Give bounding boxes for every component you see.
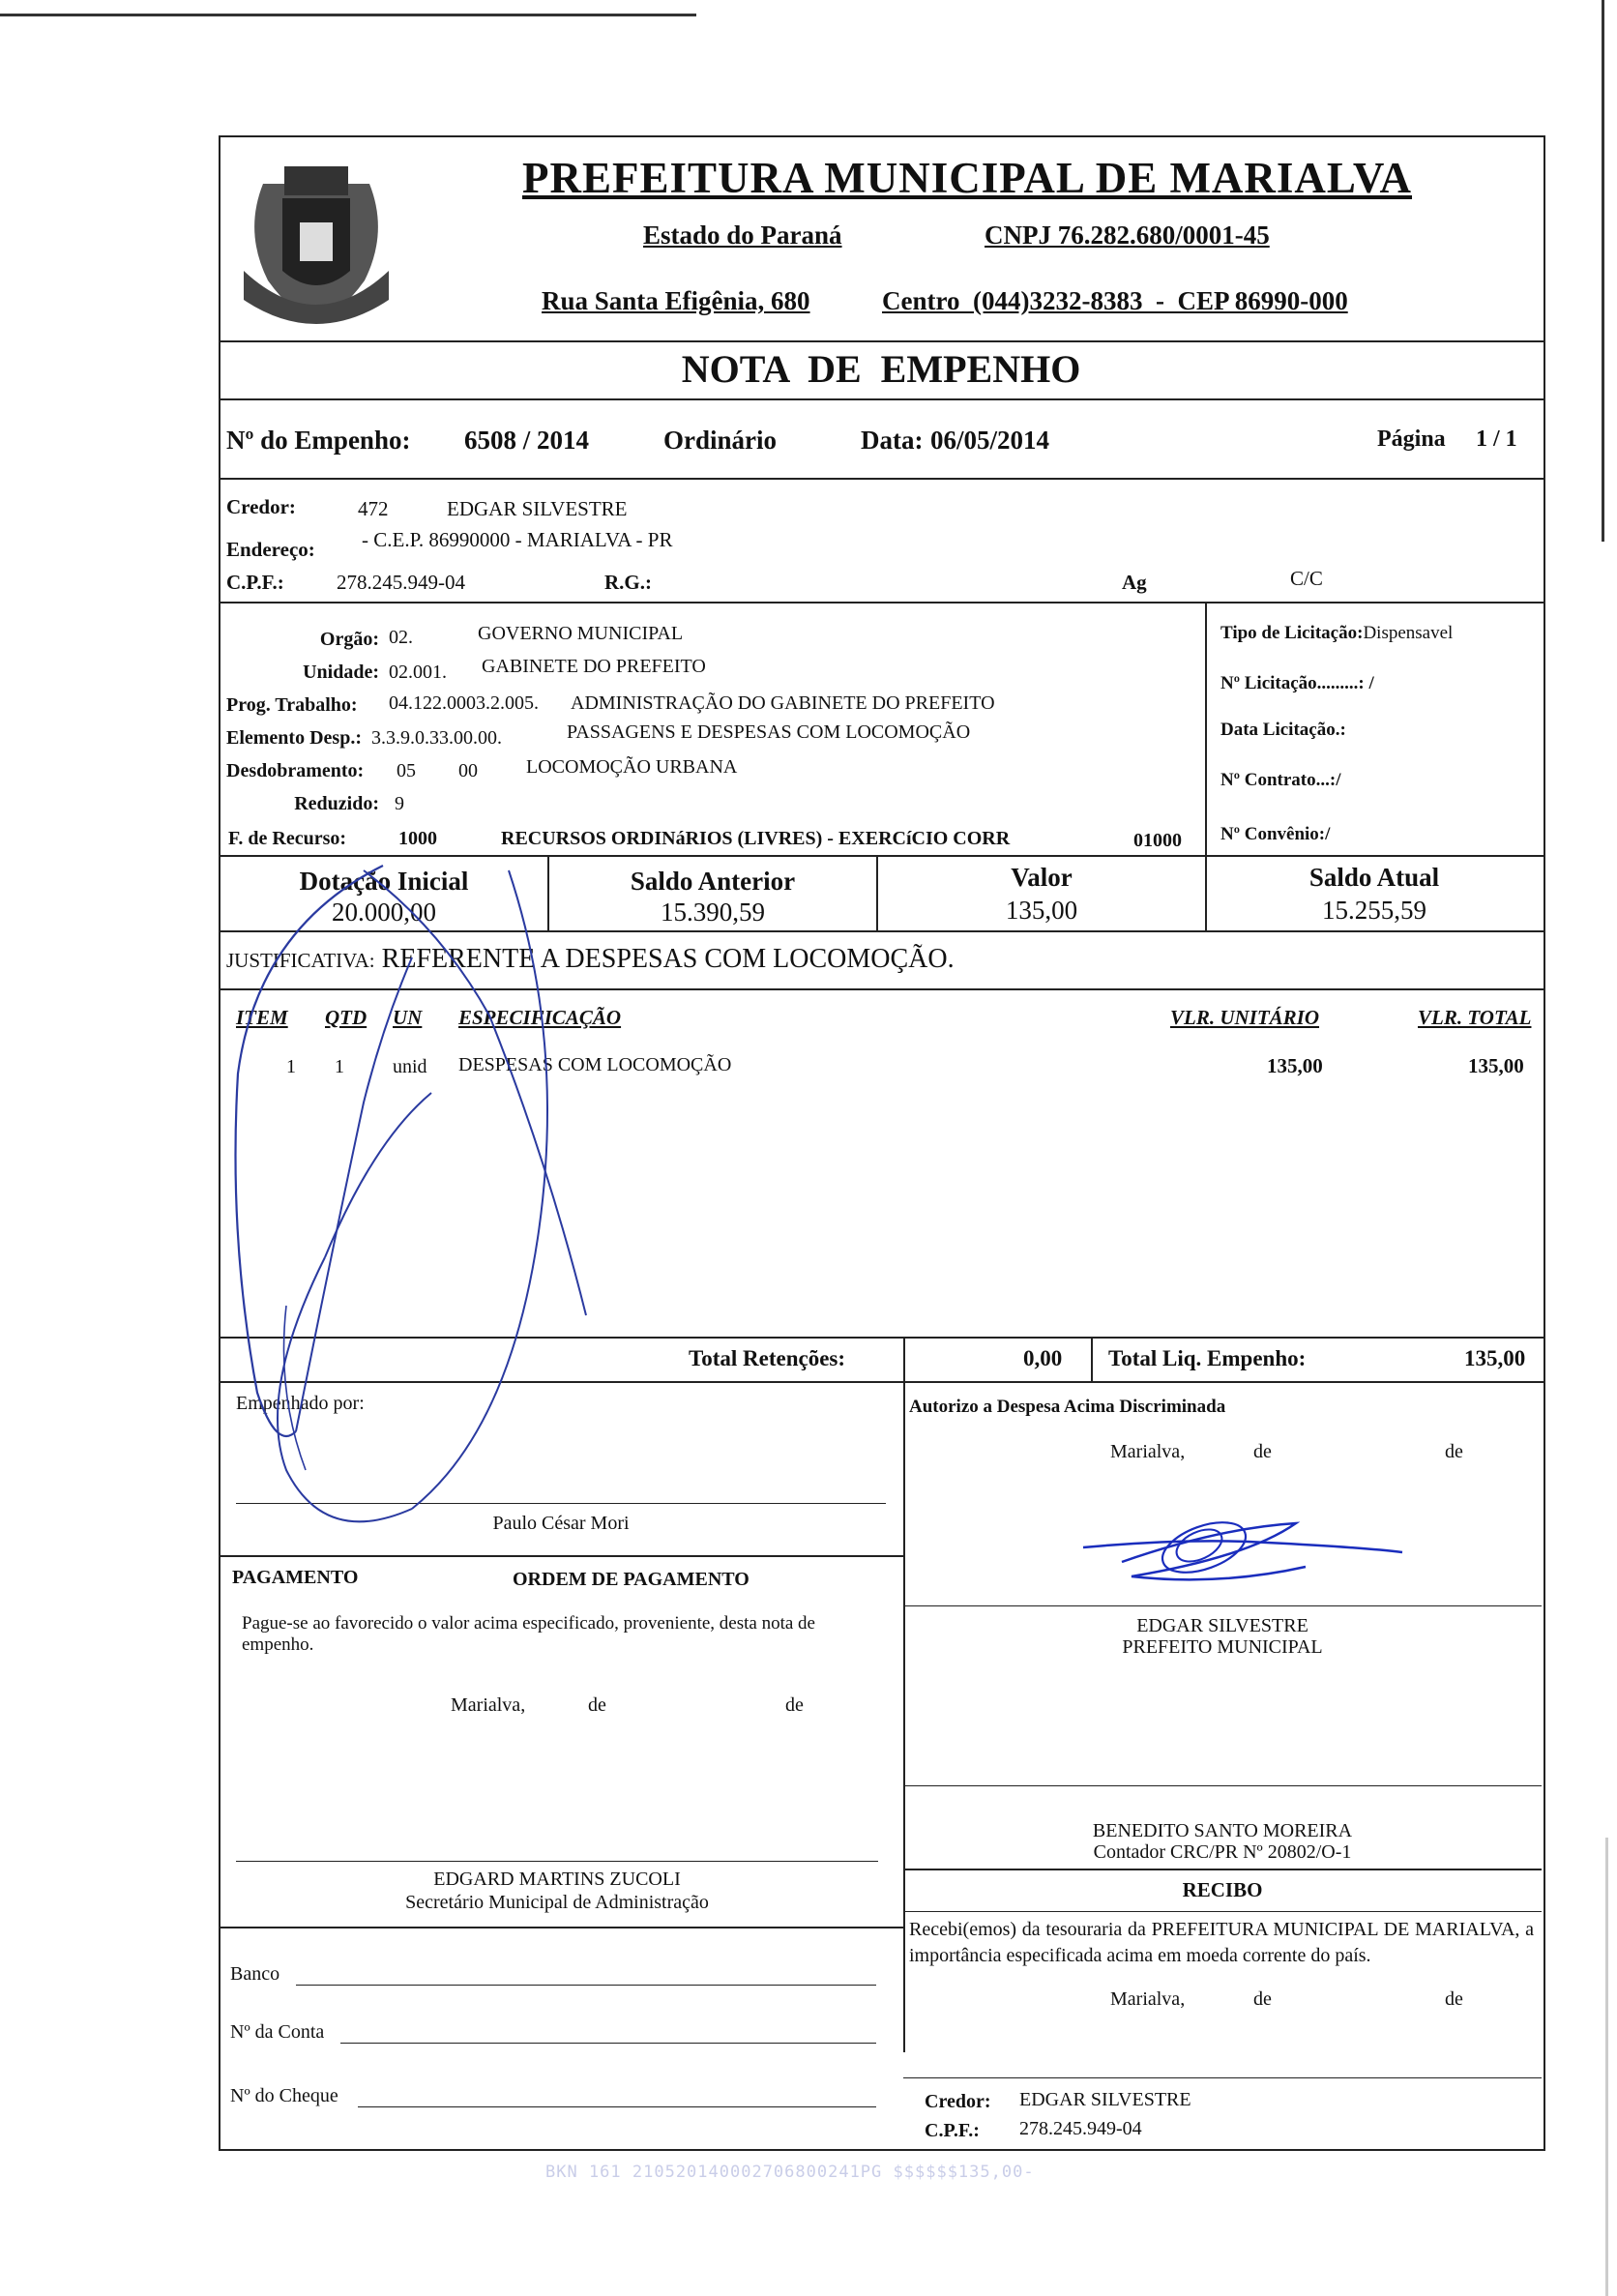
retencoes-value: 0,00 bbox=[1023, 1346, 1063, 1370]
scan-right-edge-low bbox=[1605, 1838, 1608, 2296]
page-number: 1 / 1 bbox=[1476, 427, 1517, 452]
cheque-line bbox=[358, 2106, 876, 2107]
rg-label: R.G.: bbox=[604, 571, 652, 594]
retencoes-label: Total Retenções: bbox=[689, 1346, 846, 1370]
divider bbox=[219, 478, 1544, 480]
col-item: ITEM bbox=[236, 1006, 288, 1029]
elem-label: Elemento Desp.: bbox=[226, 727, 362, 749]
state-name: Estado do Paraná bbox=[643, 221, 842, 250]
divider bbox=[219, 340, 1544, 342]
credor-code: 472 bbox=[358, 497, 389, 520]
recurso-code: 1000 bbox=[398, 828, 437, 849]
divider-v bbox=[903, 1337, 905, 2052]
licitacao-type-value: Dispensavel bbox=[1363, 623, 1454, 643]
unidade-code: 02.001. bbox=[389, 662, 447, 683]
desd-name: LOCOMOÇÃO URBANA bbox=[526, 756, 738, 778]
liquido-value: 135,00 bbox=[1464, 1346, 1526, 1370]
recurso-number: 01000 bbox=[1133, 830, 1182, 851]
item-qtd: 1 bbox=[335, 1056, 344, 1077]
scan-top-rule bbox=[0, 14, 696, 16]
reduzido-label: Reduzido: bbox=[294, 793, 379, 814]
divider bbox=[219, 1555, 905, 1557]
recibo-text: Recebi(emos) da tesouraria da PREFEITURA MUNICIPAL DE MARIALVA, a importância especificada acima em moeda corrente do país. bbox=[909, 1919, 1534, 1966]
cpf-label: C.P.F.: bbox=[226, 571, 284, 594]
recibo-title: RECIBO bbox=[1182, 1878, 1263, 1901]
pagamento-de-1: de bbox=[588, 1694, 606, 1716]
cnpj: CNPJ 76.282.680/0001-45 bbox=[985, 221, 1270, 250]
col-total-value: VLR. TOTAL bbox=[1418, 1006, 1532, 1029]
prog-name: ADMINISTRAÇÃO DO GABINETE DO PREFEITO bbox=[571, 692, 995, 714]
dotacao-value: 20.000,00 bbox=[332, 898, 436, 927]
cc-label: C/C bbox=[1290, 567, 1323, 590]
handwritten-signature bbox=[219, 851, 644, 1547]
street: Rua Santa Efigênia, 680 bbox=[542, 286, 810, 315]
secretary-name: EDGARD MARTINS ZUCOLI bbox=[433, 1869, 681, 1890]
dotacao-label: Dotação Inicial bbox=[299, 867, 469, 896]
signer-name: Paulo César Mori bbox=[492, 1513, 630, 1534]
contador-role: Contador CRC/PR Nº 20802/O-1 bbox=[1093, 1841, 1352, 1863]
ag-label: Ag bbox=[1122, 571, 1147, 594]
prefeito-signature bbox=[1073, 1509, 1412, 1596]
cheque-label: Nº do Cheque bbox=[230, 2085, 338, 2106]
conta-line bbox=[340, 2043, 876, 2044]
divider-v bbox=[1205, 602, 1207, 855]
page-label: Página bbox=[1377, 427, 1446, 452]
recurso-name: RECURSOS ORDINáRIOS (LIVRES) - EXERCíCIO CORR bbox=[501, 828, 1011, 849]
address-label: Endereço: bbox=[226, 538, 315, 561]
contrato-number: Nº Contrato...:/ bbox=[1220, 770, 1341, 790]
contador-name: BENEDITO SANTO MOREIRA bbox=[1092, 1820, 1353, 1841]
saldo-anterior-label: Saldo Anterior bbox=[630, 867, 796, 896]
licitacao-date: Data Licitação.: bbox=[1220, 720, 1346, 740]
recibo-cpf: 278.245.949-04 bbox=[1019, 2118, 1142, 2139]
prog-label: Prog. Trabalho: bbox=[226, 694, 358, 716]
desd-code: 05 bbox=[397, 760, 416, 781]
recibo-credor: EDGAR SILVESTRE bbox=[1019, 2089, 1191, 2110]
recurso-label: F. de Recurso: bbox=[228, 828, 347, 849]
recibo-de-2: de bbox=[1445, 1988, 1463, 2010]
liquido-label: Total Liq. Empenho: bbox=[1108, 1346, 1307, 1370]
justificativa-label: JUSTIFICATIVA: bbox=[226, 949, 375, 972]
empenho-type: Ordinário bbox=[663, 426, 778, 455]
desd-sub: 00 bbox=[458, 760, 478, 781]
divider bbox=[903, 1785, 1542, 1786]
orgao-label: Orgão: bbox=[319, 629, 379, 650]
divider-v bbox=[1091, 1337, 1093, 1381]
banco-label: Banco bbox=[230, 1963, 280, 1985]
autorizo-city: Marialva, bbox=[1110, 1441, 1186, 1462]
address-contact: Centro (044)3232-8383 - CEP 86990-000 bbox=[882, 286, 1348, 315]
prefeito-role: PREFEITO MUNICIPAL bbox=[1122, 1636, 1323, 1658]
pagamento-text: Pague-se ao favorecido o valor acima especificado, proveniente, desta nota de empenho. bbox=[242, 1613, 815, 1655]
recibo-cpf-label: C.P.F.: bbox=[925, 2120, 980, 2141]
recibo-credor-label: Credor: bbox=[925, 2091, 991, 2112]
divider bbox=[903, 1869, 1542, 1870]
item-especificacao: DESPESAS COM LOCOMOÇÃO bbox=[458, 1054, 732, 1075]
licitacao-type-label-text: Tipo de Licitação: bbox=[1220, 623, 1364, 643]
saldo-atual-value: 15.255,59 bbox=[1322, 896, 1426, 925]
credor-name: EDGAR SILVESTRE bbox=[447, 497, 628, 520]
pagamento-label: PAGAMENTO bbox=[232, 1567, 359, 1588]
ordem-pagamento: ORDEM DE PAGAMENTO bbox=[513, 1569, 750, 1590]
licitacao-type-label bbox=[1220, 623, 1453, 644]
recibo-de-1: de bbox=[1253, 1988, 1272, 2010]
divider bbox=[903, 1911, 1542, 1912]
item-un: unid bbox=[393, 1056, 427, 1077]
reduzido-value: 9 bbox=[395, 793, 404, 814]
empenhado-label: Empenhado por: bbox=[236, 1393, 365, 1414]
authentication-stamp: BKN 161 210520140002706800241PG $$$$$$135,00- bbox=[545, 2163, 1035, 2182]
prog-code: 04.122.0003.2.005. bbox=[389, 692, 539, 714]
divider bbox=[219, 1927, 905, 1928]
valor-label: Valor bbox=[1011, 863, 1073, 892]
secretary-role: Secretário Municipal de Administração bbox=[405, 1892, 709, 1913]
conta-label: Nº da Conta bbox=[230, 2021, 325, 2043]
orgao-name: GOVERNO MUNICIPAL bbox=[478, 623, 684, 644]
valor-value: 135,00 bbox=[1005, 896, 1078, 925]
banco-line bbox=[296, 1985, 876, 1986]
divider bbox=[219, 602, 1544, 603]
unidade-name: GABINETE DO PREFEITO bbox=[482, 656, 706, 677]
saldo-anterior-value: 15.390,59 bbox=[661, 898, 765, 927]
pagamento-city: Marialva, bbox=[451, 1694, 526, 1716]
orgao-code: 02. bbox=[389, 627, 413, 648]
item-unit-value: 135,00 bbox=[1267, 1054, 1323, 1077]
signature-line bbox=[236, 1861, 878, 1862]
divider bbox=[219, 398, 1544, 400]
col-qtd: QTD bbox=[325, 1006, 368, 1029]
desd-label: Desdobramento: bbox=[226, 760, 365, 781]
col-unit-value: VLR. UNITÁRIO bbox=[1170, 1006, 1320, 1029]
address-value: - C.E.P. 86990000 - MARIALVA - PR bbox=[362, 528, 673, 551]
page-title: PREFEITURA MUNICIPAL DE MARIALVA bbox=[521, 154, 1413, 202]
empenho-number-label: Nº do Empenho: bbox=[226, 426, 411, 455]
autorizo-text: Autorizo a Despesa Acima Discriminada bbox=[909, 1397, 1226, 1417]
col-un: UN bbox=[393, 1006, 423, 1029]
recibo-city: Marialva, bbox=[1110, 1988, 1186, 2010]
cpf-value: 278.245.949-04 bbox=[337, 571, 465, 594]
divider bbox=[903, 2077, 1542, 2078]
signature-line bbox=[903, 1605, 1542, 1606]
pagamento-de-2: de bbox=[785, 1694, 804, 1716]
item-total-value: 135,00 bbox=[1468, 1054, 1524, 1077]
licitacao-number: Nº Licitação.........: / bbox=[1220, 673, 1374, 693]
empenho-number: 6508 / 2014 bbox=[464, 426, 590, 455]
date-label: Data: bbox=[861, 426, 924, 455]
municipal-coat-of-arms bbox=[224, 155, 408, 334]
item-number: 1 bbox=[286, 1056, 296, 1077]
justificativa-text: REFERENTE A DESPESAS COM LOCOMOÇÃO. bbox=[381, 944, 955, 974]
convenio-number: Nº Convênio:/ bbox=[1220, 824, 1331, 844]
elem-code: 3.3.9.0.33.00.00. bbox=[371, 727, 502, 749]
elem-name: PASSAGENS E DESPESAS COM LOCOMOÇÃO bbox=[567, 721, 971, 743]
unidade-label: Unidade: bbox=[303, 662, 379, 683]
autorizo-de-2: de bbox=[1445, 1441, 1463, 1462]
date-value: 06/05/2014 bbox=[930, 426, 1050, 455]
document-title: NOTA DE EMPENHO bbox=[681, 347, 1081, 391]
col-especificacao: ESPECIFICAÇÃO bbox=[458, 1006, 622, 1029]
scan-right-edge bbox=[1602, 0, 1604, 542]
prefeito-name: EDGAR SILVESTRE bbox=[1136, 1615, 1308, 1636]
autorizo-de-1: de bbox=[1253, 1441, 1272, 1462]
credor-label: Credor: bbox=[226, 495, 296, 518]
saldo-atual-label: Saldo Atual bbox=[1308, 863, 1440, 892]
